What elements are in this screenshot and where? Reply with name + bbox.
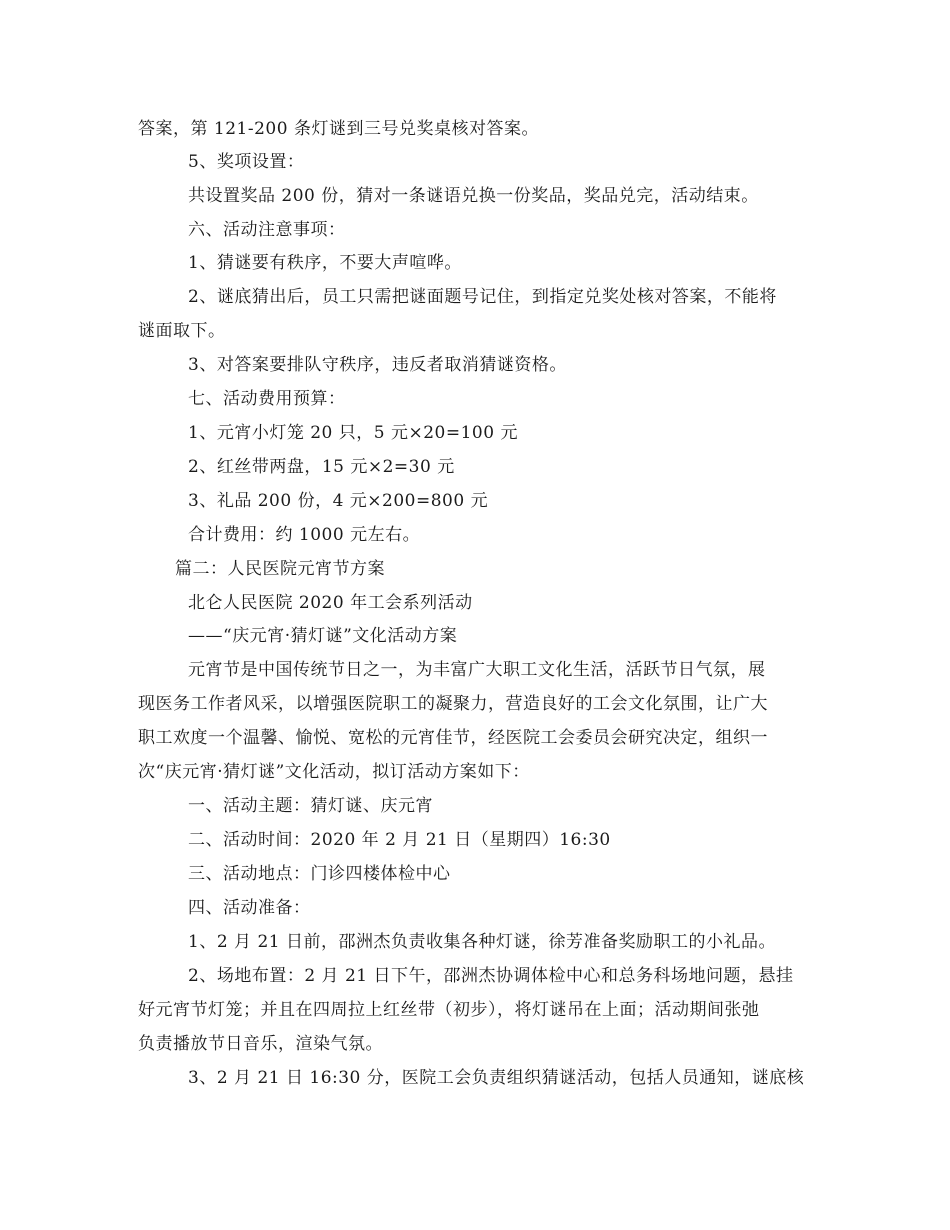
- text-line: 好元宵节灯笼；并且在四周拉上红丝带（初步），将灯谜吊在上面；活动期间张弛: [138, 1000, 760, 1020]
- text-line: 次“庆元宵·猜灯谜”文化活动，拟订活动方案如下：: [138, 762, 530, 782]
- chapter-title: 篇二：人民医院元宵节方案: [175, 559, 385, 579]
- text-line: 谜面取下。: [138, 321, 226, 341]
- text-line: 元宵节是中国传统节日之一，为丰富广大职工文化生活，活跃节日气氛，展: [188, 660, 766, 680]
- text-line: 3、礼品 200 份，4 元×200=800 元: [188, 491, 489, 511]
- section-heading: 七、活动费用预算：: [188, 389, 346, 409]
- text-line: 1、元宵小灯笼 20 只，5 元×20=100 元: [188, 423, 518, 443]
- text-line: 合计费用：约 1000 元左右。: [188, 525, 421, 545]
- text-line: 2、场地布置：2 月 21 日下午，邵洲杰协调体检中心和总务科场地问题，悬挂: [188, 966, 794, 986]
- document-title: 北仑人民医院 2020 年工会系列活动: [188, 593, 473, 613]
- text-line: 1、2 月 21 日前，邵洲杰负责收集各种灯谜，徐芳准备奖励职工的小礼品。: [188, 932, 776, 952]
- text-line: 2、谜底猜出后，员工只需把谜面题号记住，到指定兑奖处核对答案，不能将: [188, 287, 777, 307]
- text-line: 1、猜谜要有秩序，不要大声喧哗。: [188, 253, 462, 273]
- section-heading: 一、活动主题：猜灯谜、庆元宵: [188, 796, 433, 816]
- text-line: 答案，第 121-200 条灯谜到三号兑奖桌核对答案。: [138, 119, 539, 139]
- section-heading: 二、活动时间：2020 年 2 月 21 日（星期四）16:30: [188, 830, 611, 850]
- text-line: 负责播放节日音乐，渲染气氛。: [138, 1034, 383, 1054]
- text-line: 3、2 月 21 日 16:30 分，医院工会负责组织猜谜活动，包括人员通知，谜底核: [188, 1068, 805, 1088]
- text-line: 现医务工作者风采，以增强医院职工的凝聚力，营造良好的工会文化氛围，让广大: [138, 694, 768, 714]
- text-line: 2、红丝带两盘，15 元×2=30 元: [188, 457, 455, 477]
- section-heading: 六、活动注意事项：: [188, 220, 346, 240]
- section-heading: 三、活动地点：门诊四楼体检中心: [188, 864, 451, 884]
- text-line: 5、奖项设置：: [188, 152, 305, 172]
- text-line: 职工欢度一个温馨、愉悦、宽松的元宵佳节，经医院工会委员会研究决定，组织一: [138, 728, 768, 748]
- section-heading: 四、活动准备：: [188, 898, 311, 918]
- text-line: 共设置奖品 200 份，猜对一条谜语兑换一份奖品，奖品兑完，活动结束。: [188, 186, 759, 206]
- text-line: 3、对答案要排队守秩序，违反者取消猜谜资格。: [188, 355, 567, 375]
- document-subtitle: ——“庆元宵·猜灯谜”文化活动方案: [188, 626, 458, 646]
